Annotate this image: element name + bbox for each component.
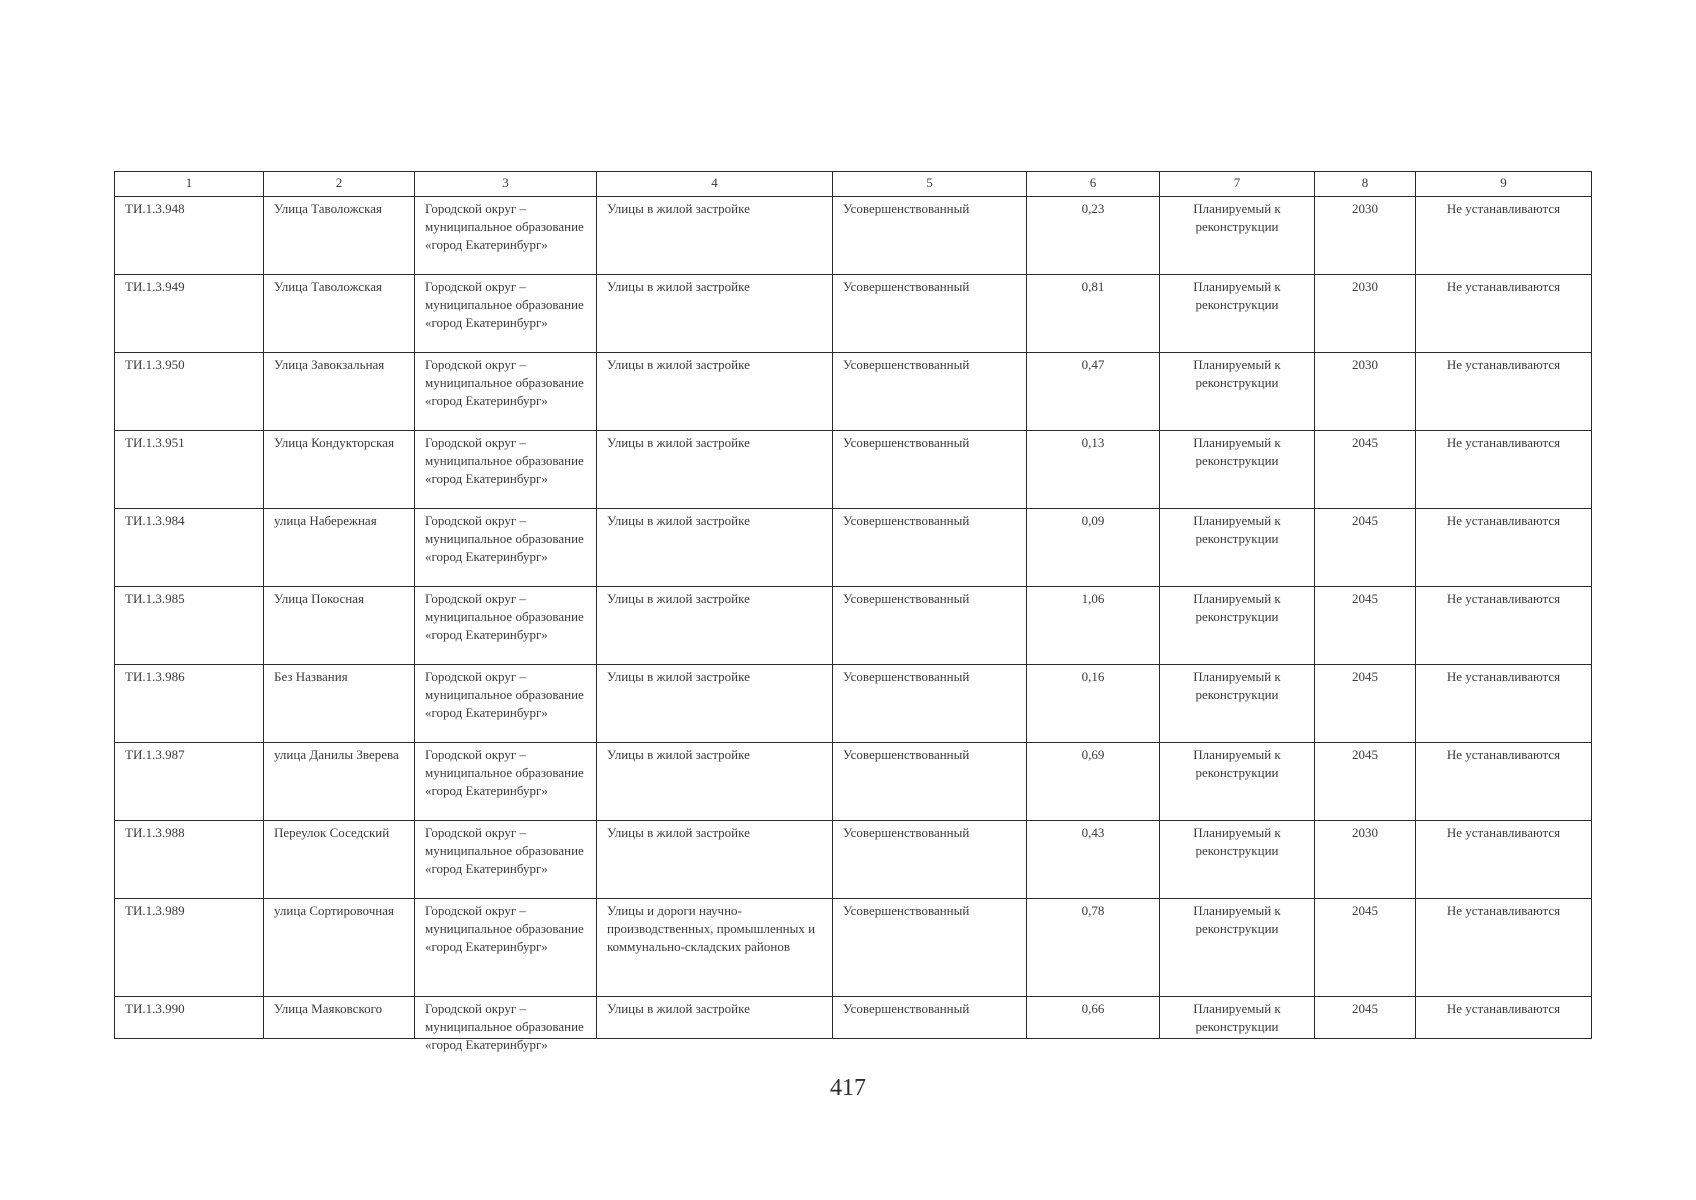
length-cell: 0,78 (1027, 899, 1160, 997)
road-category-cell: Улицы в жилой застройке (597, 197, 833, 275)
zones-cell: Не устанавливаются (1416, 275, 1592, 353)
surface-type-cell: Усовершенствованный (833, 431, 1027, 509)
status-text: Планируемый к реконструкции (1193, 1001, 1281, 1034)
object-id-cell (115, 997, 264, 1039)
object-id-cell: ТИ.1.3.949 (115, 275, 264, 353)
year-text: 2045 (1352, 1001, 1378, 1016)
zones-cell (1416, 997, 1592, 1039)
municipality-cell: Городской округ – муниципальное образование «город Екатеринбург» (415, 665, 597, 743)
length-text: 0,66 (1081, 1001, 1105, 1016)
zones-cell: Не устанавливаются (1416, 197, 1592, 275)
surface-type-cell: Усовершенствованный (833, 899, 1027, 997)
zones-cell: Не устанавливаются (1416, 587, 1592, 665)
column-header-2: 2 (264, 172, 415, 197)
year-cell: 2045 (1315, 743, 1416, 821)
surface-type-cell: Усовершенствованный (833, 275, 1027, 353)
object-id-cell: ТИ.1.3.986 (115, 665, 264, 743)
status-cell: Планируемый к реконструкции (1160, 665, 1315, 743)
object-id-cell: ТИ.1.3.987 (115, 743, 264, 821)
status-cell: Планируемый к реконструкции (1160, 353, 1315, 431)
status-cell: Планируемый к реконструкции (1160, 197, 1315, 275)
road-category-cell: Улицы в жилой застройке (597, 665, 833, 743)
zones-cell: Не устанавливаются (1416, 509, 1592, 587)
road-category-cell (597, 997, 833, 1039)
column-header-7: 7 (1160, 172, 1315, 197)
zones-cell: Не устанавливаются (1416, 353, 1592, 431)
length-cell: 0,09 (1027, 509, 1160, 587)
year-cell: 2030 (1315, 821, 1416, 899)
header-row (115, 172, 1592, 197)
length-cell: 0,81 (1027, 275, 1160, 353)
object-id-cell: ТИ.1.3.988 (115, 821, 264, 899)
status-cell (1160, 997, 1315, 1039)
status-cell: Планируемый к реконструкции (1160, 587, 1315, 665)
surface-type-cell: Усовершенствованный (833, 197, 1027, 275)
object-name-cell: Улица Таволожская (264, 275, 415, 353)
table-row (115, 275, 1592, 353)
status-cell: Планируемый к реконструкции (1160, 431, 1315, 509)
status-cell: Планируемый к реконструкции (1160, 509, 1315, 587)
year-cell: 2045 (1315, 431, 1416, 509)
municipality-cell: Городской округ – муниципальное образование «город Екатеринбург» (415, 899, 597, 997)
object-id-cell: ТИ.1.3.951 (115, 431, 264, 509)
road-category-cell: Улицы в жилой застройке (597, 821, 833, 899)
municipality-cell: Городской округ – муниципальное образование «город Екатеринбург» (415, 509, 597, 587)
status-cell: Планируемый к реконструкции (1160, 899, 1315, 997)
column-header-6: 6 (1027, 172, 1160, 197)
road-category-text: Улицы в жилой застройке (607, 1001, 750, 1016)
surface-type-cell: Усовершенствованный (833, 587, 1027, 665)
table-row (115, 997, 1592, 1039)
column-header-3: 3 (415, 172, 597, 197)
status-cell: Планируемый к реконструкции (1160, 743, 1315, 821)
zones-cell: Не устанавливаются (1416, 899, 1592, 997)
municipality-cell (415, 997, 597, 1052)
year-cell: 2030 (1315, 275, 1416, 353)
object-id-cell: ТИ.1.3.948 (115, 197, 264, 275)
municipality-cell: Городской округ – муниципальное образование «город Екатеринбург» (415, 431, 597, 509)
year-cell: 2045 (1315, 665, 1416, 743)
table-row (115, 587, 1592, 665)
zones-cell: Не устанавливаются (1416, 665, 1592, 743)
length-cell: 0,16 (1027, 665, 1160, 743)
length-cell: 0,43 (1027, 821, 1160, 899)
municipality-cell: Городской округ – муниципальное образование «город Екатеринбург» (415, 197, 597, 275)
column-header-1: 1 (115, 172, 264, 197)
object-id-text: ТИ.1.3.990 (125, 1001, 185, 1016)
object-name-cell: улица Набережная (264, 509, 415, 587)
status-cell: Планируемый к реконструкции (1160, 821, 1315, 899)
municipality-cell: Городской округ – муниципальное образование «город Екатеринбург» (415, 275, 597, 353)
length-cell: 0,47 (1027, 353, 1160, 431)
municipality-cell: Городской округ – муниципальное образование «город Екатеринбург» (415, 821, 597, 899)
table-row (115, 353, 1592, 431)
zones-cell: Не устанавливаются (1416, 821, 1592, 899)
year-cell: 2030 (1315, 197, 1416, 275)
surface-type-text: Усовершенствованный (843, 1001, 970, 1016)
year-cell (1315, 997, 1416, 1039)
object-name-cell: Без Названия (264, 665, 415, 743)
surface-type-cell: Усовершенствованный (833, 743, 1027, 821)
road-category-cell: Улицы в жилой застройке (597, 509, 833, 587)
municipality-cell: Городской округ – муниципальное образование «город Екатеринбург» (415, 587, 597, 665)
municipality-cell: Городской округ – муниципальное образование «город Екатеринбург» (415, 353, 597, 431)
object-id-cell: ТИ.1.3.984 (115, 509, 264, 587)
object-name-text: Улица Маяковского (274, 1001, 383, 1016)
table-row (115, 509, 1592, 587)
table-row (115, 431, 1592, 509)
surface-type-cell: Усовершенствованный (833, 665, 1027, 743)
table-row (115, 197, 1592, 275)
column-header-9: 9 (1416, 172, 1592, 197)
infrastructure-table (114, 171, 1592, 1052)
length-cell: 0,13 (1027, 431, 1160, 509)
year-cell: 2030 (1315, 353, 1416, 431)
surface-type-cell: Усовершенствованный (833, 353, 1027, 431)
table-row (115, 899, 1592, 997)
road-category-cell: Улицы в жилой застройке (597, 353, 833, 431)
table-row (115, 665, 1592, 743)
road-category-cell: Улицы в жилой застройке (597, 587, 833, 665)
column-header-4: 4 (597, 172, 833, 197)
municipality-text: Городской округ – муниципальное образование «город Екатеринбург» (425, 1001, 584, 1052)
status-cell: Планируемый к реконструкции (1160, 275, 1315, 353)
page-number: 417 (830, 1075, 866, 1101)
object-name-cell: Улица Таволожская (264, 197, 415, 275)
length-cell: 1,06 (1027, 587, 1160, 665)
surface-type-cell: Усовершенствованный (833, 821, 1027, 899)
year-cell: 2045 (1315, 899, 1416, 997)
municipality-cell: Городской округ – муниципальное образование «город Екатеринбург» (415, 743, 597, 821)
object-name-cell: Улица Покосная (264, 587, 415, 665)
object-name-cell: Улица Завокзальная (264, 353, 415, 431)
length-cell: 0,23 (1027, 197, 1160, 275)
zones-text: Не устанавливаются (1446, 1001, 1561, 1016)
column-header-5: 5 (833, 172, 1027, 197)
road-category-cell: Улицы в жилой застройке (597, 275, 833, 353)
surface-type-cell (833, 997, 1027, 1039)
object-name-cell: улица Данилы Зверева (264, 743, 415, 821)
object-name-cell (264, 997, 415, 1039)
object-name-cell: улица Сортировочная (264, 899, 415, 997)
object-id-cell: ТИ.1.3.985 (115, 587, 264, 665)
road-category-cell: Улицы и дороги научно-производственных, промышленных и коммунально-складских районов (597, 899, 833, 997)
object-id-cell: ТИ.1.3.950 (115, 353, 264, 431)
column-header-8: 8 (1315, 172, 1416, 197)
year-cell: 2045 (1315, 509, 1416, 587)
year-cell: 2045 (1315, 587, 1416, 665)
road-category-cell: Улицы в жилой застройке (597, 431, 833, 509)
zones-cell: Не устанавливаются (1416, 431, 1592, 509)
object-name-cell: Улица Кондукторская (264, 431, 415, 509)
table-row (115, 743, 1592, 821)
zones-cell: Не устанавливаются (1416, 743, 1592, 821)
table-row (115, 821, 1592, 899)
object-name-cell: Переулок Соседский (264, 821, 415, 899)
object-id-cell: ТИ.1.3.989 (115, 899, 264, 997)
length-cell: 0,69 (1027, 743, 1160, 821)
surface-type-cell: Усовершенствованный (833, 509, 1027, 587)
road-category-cell: Улицы в жилой застройке (597, 743, 833, 821)
length-cell (1027, 997, 1160, 1039)
